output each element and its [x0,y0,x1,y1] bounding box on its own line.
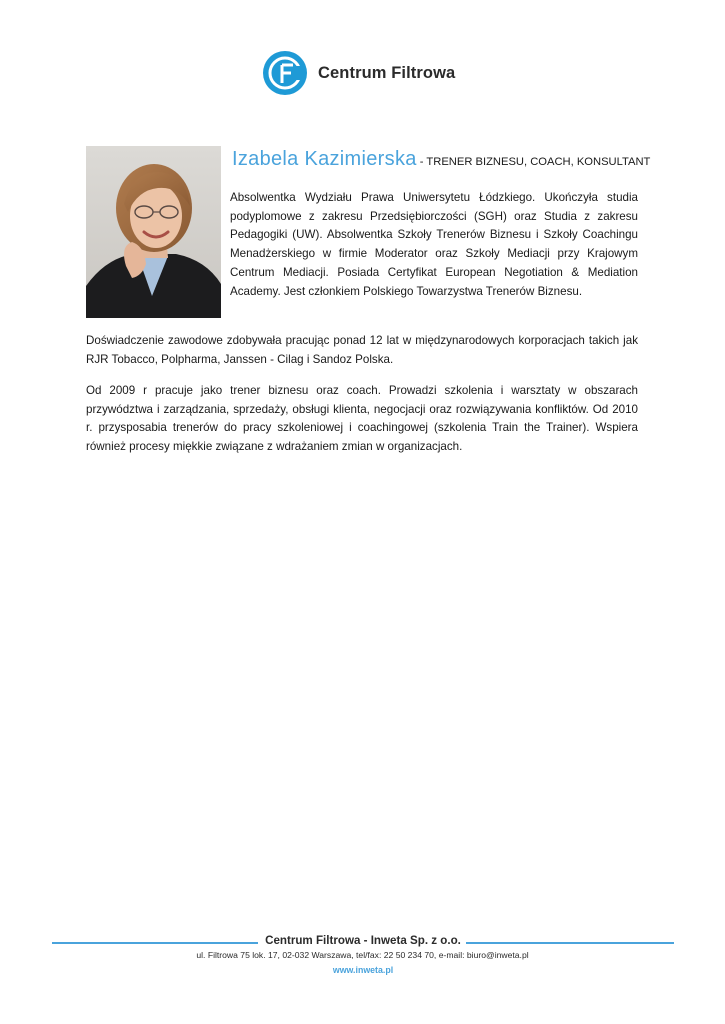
footer-company-name: Centrum Filtrowa - Inweta Sp. z o.o. [265,934,461,947]
education-paragraph: Absolwentka Wydziału Prawa Uniwersytetu Łódzkiego. Ukończyła studia podyplomowe z zakresu Przedsiębiorczości (SGH) oraz Studia z zakresu Pedagogiki (UW). Absolwentka Szkoły Trenerów Biznesu i Szkoły Coachingu Menadżerskiego w firmie Moderator oraz Szkoły Mediacji przy Krajowym Centrum Mediacji. Posiada Certyfikat European Negotiation & Mediation Academy. Jest członkiem Polskiego Towarzystwa Trenerów Biznesu. [230,191,638,298]
portrait-photo [86,146,221,318]
logo-text: Centrum Filtrowa [318,63,456,82]
person-name: Izabela Kazimierska [232,148,417,170]
person-role: - TRENER BIZNESU, COACH, KONSULTANT [416,156,651,168]
footer-website-link[interactable]: www.inweta.pl [332,965,394,975]
cf-logo-icon [262,50,308,96]
footer-divider-left [52,942,258,944]
experience-paragraph: Doświadczenie zawodowe zdobywała pracując ponad 12 lat w międzynarodowych korporacjach takich jak RJR Tobacco, Polpharma, Janssen - Cilag i Sandoz Polska. [86,334,638,366]
footer-address: ul. Filtrowa 75 lok. 17, 02-032 Warszawa, tel/fax: 22 50 234 70, e-mail: biuro@inweta.pl [196,950,529,960]
footer-divider-right [466,942,674,944]
company-logo [262,50,455,96]
current-work-paragraph: Od 2009 r pracuje jako trener biznesu oraz coach. Prowadzi szkolenia i warsztaty w obszarach przywództwa i zarządzania, sprzedaży, obsługi klienta, negocjacji oraz rozwiązywania konfliktów. Od 2010 r. przysposabia trenerów do pracy szkoleniowej i coachingowej (szkolenia Train the Trainer). Wspiera również procesy miękkie związane z wdrażaniem zmian w organizacjach. [86,384,638,454]
profile-heading [232,148,651,171]
